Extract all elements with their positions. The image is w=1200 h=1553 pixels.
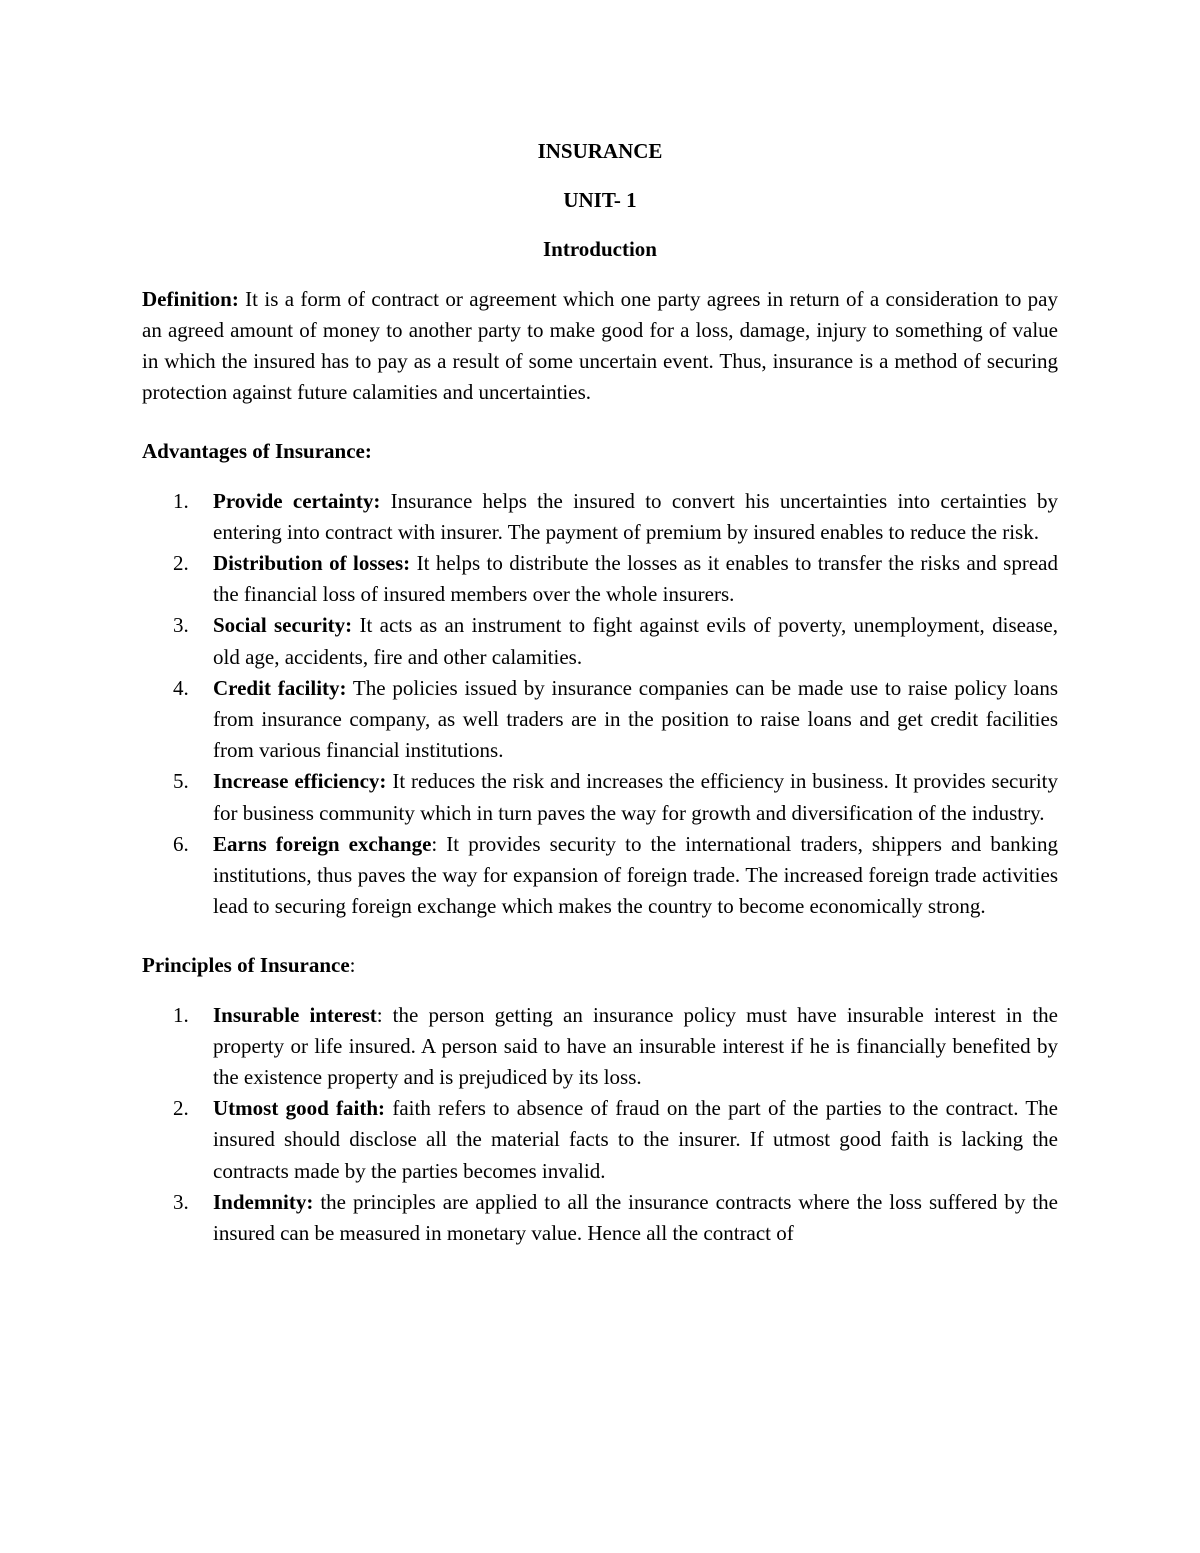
advantages-heading: Advantages of Insurance: xyxy=(142,439,372,464)
list-item-term: Social security: xyxy=(213,613,353,638)
list-item xyxy=(142,486,1058,548)
list-number: 3. xyxy=(173,613,189,638)
list-number: 2. xyxy=(173,551,189,576)
document-body xyxy=(142,136,1058,1249)
list-item xyxy=(142,1000,1058,1094)
principles-heading-suffix: : xyxy=(349,953,356,978)
list-item-text: Insurance helps the insured to convert his uncertainties into certainties by entering into contract with insurer. The payment of premium by insured enables to reduce the risk. xyxy=(213,488,1059,544)
list-item-text: The policies issued by insurance companies can be made use to raise policy loans from insurance company, as well traders are in the position to raise loans and get credit facilities from various financial institutions. xyxy=(213,675,1059,763)
list-item-term: Credit facility: xyxy=(213,675,347,700)
list-item-term: Provide certainty: xyxy=(213,488,381,513)
principles-heading-text: Principles of Insurance xyxy=(142,953,350,978)
list-item-term: Insurable interest xyxy=(213,1002,377,1027)
definition-text: It is a form of contract or agreement which one party agrees in return of a consideration to pay an agreed amount of money to another party to make good for a loss, damage, injury to something of value in which the insured has to pay as a result of some uncertain event. Thus, insurance is a method of securing protection against future calamities and uncertainties. xyxy=(142,286,1058,405)
list-item xyxy=(142,548,1058,610)
list-item-text: It helps to distribute the losses as it enables to transfer the risks and spread the financial loss of insured members over the whole insurers. xyxy=(213,551,1058,607)
principles-list xyxy=(142,1000,1058,1250)
list-item-text: : It provides security to the international traders, shippers and banking institutions, thus paves the way for expansion of foreign trade. The increased foreign trade activities lead to securing foreign exchange which makes the country to become economically strong. xyxy=(213,831,1058,919)
list-item xyxy=(142,673,1058,767)
list-item xyxy=(142,1093,1058,1187)
list-number: 6. xyxy=(173,831,189,856)
list-number: 4. xyxy=(173,675,189,700)
list-item-term: Utmost good faith: xyxy=(213,1096,386,1121)
list-item-text: the principles are applied to all the insurance contracts where the loss suffered by the insured can be measured in monetary value. Hence all the contract of xyxy=(213,1189,1058,1246)
list-number: 1. xyxy=(173,1002,189,1027)
advantages-list xyxy=(142,486,1058,923)
list-item xyxy=(142,610,1058,672)
unit-heading: UNIT- 1 xyxy=(563,188,637,213)
section-heading-introduction: Introduction xyxy=(543,237,657,262)
document-title: INSURANCE xyxy=(537,139,663,163)
list-item xyxy=(142,1187,1058,1249)
list-number: 1. xyxy=(173,488,189,513)
list-item xyxy=(142,766,1058,828)
list-item xyxy=(142,829,1058,923)
principles-heading xyxy=(142,950,1058,981)
list-number: 3. xyxy=(173,1189,189,1214)
list-item-text: It acts as an instrument to fight against evils of poverty, unemployment, disease, old age, accidents, fire and other calamities. xyxy=(213,613,1059,669)
definition-paragraph xyxy=(142,284,1058,409)
list-item-text: It reduces the risk and increases the efficiency in business. It provides security for business community which in turn paves the way for growth and diversification of the industry. xyxy=(213,769,1058,825)
list-item-text: : the person getting an insurance policy must have insurable interest in the property or life insured. A person said to have an insurable interest if he is financially benefited by the existence property and is prejudiced by its loss. xyxy=(213,1002,1058,1090)
list-item-term: Distribution of losses: xyxy=(213,551,411,576)
list-item-term: Indemnity: xyxy=(213,1189,314,1214)
list-item-term: Earns foreign exchange xyxy=(213,831,432,856)
definition-term: Definition: xyxy=(142,286,239,311)
list-item-term: Increase efficiency: xyxy=(213,769,387,794)
list-number: 2. xyxy=(173,1096,189,1121)
list-item-text: faith refers to absence of fraud on the part of the parties to the contract. The insured should disclose all the material facts to the insurer. If utmost good faith is lacking the contracts made by the parties becomes invalid. xyxy=(213,1096,1058,1183)
list-number: 5. xyxy=(173,769,189,794)
